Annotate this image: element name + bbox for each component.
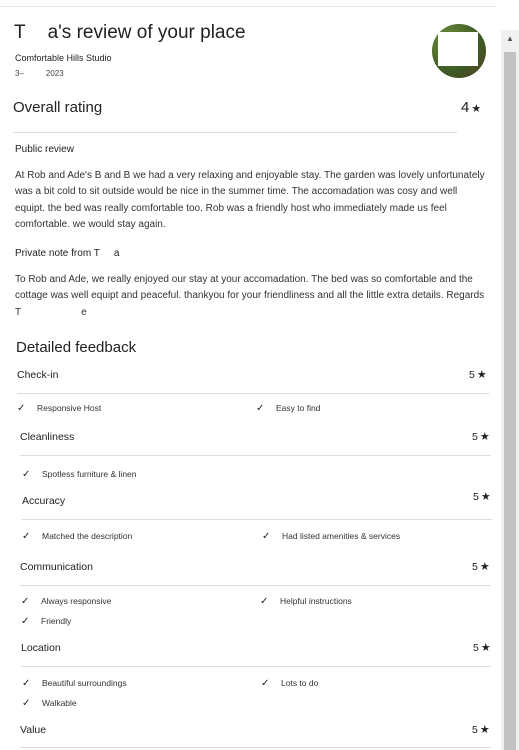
overall-rating-value [461,99,481,116]
tag-label: Spotless furniture & linen [42,469,137,479]
tag-label: Responsive Host [37,403,102,413]
category-cleanliness: Cleanliness [20,431,75,443]
check-icon: ✓ [262,531,271,542]
tag-item [22,698,77,709]
divider [20,585,491,586]
divider [22,519,492,520]
tag-label: Helpful instructions [280,596,352,606]
avatar-redaction [438,32,478,66]
category-checkin: Check-in [17,369,59,381]
tag-item [21,596,111,607]
category-value-rating [472,723,490,736]
tag-item [22,531,132,542]
overall-rating-label: Overall rating [13,99,103,116]
check-icon: ✓ [17,403,26,414]
title-name-end: a's review of your place [47,22,246,43]
redacted-name [100,248,114,258]
tag-item [261,678,318,689]
star-icon: ★ [471,103,482,115]
top-divider [0,6,497,7]
detailed-feedback-heading: Detailed feedback [16,339,137,356]
private-note-heading-start: Private note from T [15,248,100,259]
check-icon: ✓ [22,678,31,689]
category-accuracy-rating [473,490,491,503]
date-start: 3– [15,69,24,78]
check-icon: ✓ [260,596,269,607]
tag-item [260,596,352,607]
rating-value: 5 [472,561,478,573]
category-communication-rating [472,560,490,573]
rating-value: 5 [469,369,475,381]
category-communication: Communication [20,561,93,573]
divider [17,393,489,394]
check-icon: ✓ [22,469,31,480]
public-review-text: At Rob and Ade's B and B we had a very relaxing and enjoyable stay. The garden was lovely unfortunately was a bit cold to sit outside would be nice in the summer time. The accomadation was cosy and well equipt. the bed was really comfortable too. Rob was a friendly host who immediately made us feel comfortable. we would stay again. [15,170,485,230]
category-accuracy: Accuracy [22,495,66,507]
public-review-heading: Public review [15,144,74,155]
redacted-name [21,307,81,317]
tag-label: Easy to find [276,403,321,413]
tag-item [262,531,400,542]
category-location-rating [473,641,491,654]
category-checkin-rating [469,368,487,381]
page-title [14,22,246,44]
divider [21,666,491,667]
title-name-start: T [14,22,26,43]
private-note-text [15,272,485,321]
check-icon: ✓ [22,698,31,709]
check-icon: ✓ [261,678,270,689]
star-icon: ★ [480,642,491,654]
tag-item [22,469,137,480]
category-value: Value [20,724,47,736]
rating-value: 5 [472,431,478,443]
check-icon: ✓ [21,596,30,607]
tag-label: Beautiful surroundings [42,678,127,688]
redacted-name [26,24,48,42]
scrollbar[interactable] [501,30,519,750]
tag-item [17,403,101,414]
star-icon: ★ [479,431,490,443]
tag-item [21,616,71,627]
scroll-up-arrow-icon[interactable]: ▲ [506,34,514,43]
rating-value: 5 [473,642,479,654]
rating-value: 5 [473,491,479,503]
private-note-heading-end: a [113,248,120,259]
star-icon: ★ [479,561,490,573]
tag-label: Walkable [42,698,77,708]
rating-value: 5 [472,724,478,736]
private-note-body-end: e [81,306,87,318]
avatar [432,24,486,78]
tag-label: Had listed amenities & services [282,531,401,541]
check-icon: ✓ [22,531,31,542]
private-note-heading [15,248,119,259]
tag-label: Matched the description [42,531,133,541]
tag-item [22,678,127,689]
divider [20,455,491,456]
review-date [15,69,64,78]
tag-label: Always responsive [41,596,112,606]
category-cleanliness-rating [472,430,490,443]
star-icon: ★ [479,724,490,736]
category-location: Location [21,642,61,654]
tag-label: Lots to do [281,678,319,688]
divider [20,747,491,748]
overall-rating-number: 4 [461,99,470,116]
listing-name: Comfortable Hills Studio [15,53,112,63]
check-icon: ✓ [21,616,30,627]
star-icon: ★ [480,491,491,503]
tag-label: Friendly [41,616,72,626]
star-icon: ★ [476,369,487,381]
private-note-body: To Rob and Ade, we really enjoyed our stay at your accomadation. The bed was so comfortable and the cottage was well equipt and peaceful. thankyou for your friendliness and all the little extra details. Regards T [15,274,485,318]
date-end: 2023 [45,69,64,78]
scrollbar-thumb[interactable] [504,52,516,750]
divider [13,132,457,133]
tag-item [256,403,320,414]
redacted-date [24,69,46,78]
check-icon: ✓ [256,403,265,414]
